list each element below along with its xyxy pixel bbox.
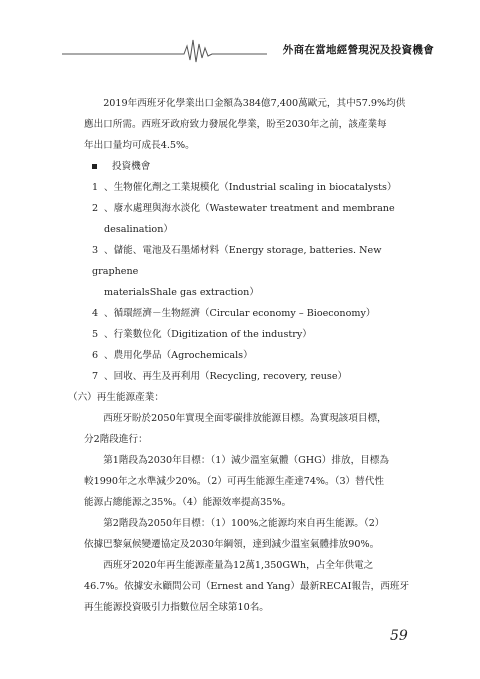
bullet-label: 投資機會 xyxy=(112,161,151,172)
paragraph-line: 較1990年之水準減少20%。（2）可再生能源生產達74%。（3）替代性 xyxy=(84,476,384,487)
paragraph-line: 分2階段進行： xyxy=(84,434,148,445)
paragraph-line: 應出口所需。西班牙政府致力發展化學業，盼至2030年之前，該產業每 xyxy=(84,119,387,130)
paragraph-line: 第2階段為2050年目標：（1）100%之能源均來自再生能源。（2） xyxy=(103,518,385,529)
paragraph-line: 西班牙2020年再生能源產量為12萬1,350GWh，占全年供電之 xyxy=(103,560,374,571)
list-item-continuation: desalination） xyxy=(104,224,173,235)
list-item: 6 、農用化學品（Agrochemicals） xyxy=(92,350,253,361)
paragraph-line: 第1階段為2030年目標：（1）減少溫室氣體（GHG）排放，目標為 xyxy=(103,455,389,466)
paragraph-line: 能源占總能源之35%。（4）能源效率提高35%。 xyxy=(84,497,292,508)
paragraph-line: 依據巴黎氣候變遷協定及2030年綱領，達到減少溫室氣體排放90%。 xyxy=(84,539,380,550)
running-header xyxy=(62,26,434,66)
paragraph-line: 西班牙盼於2050年實現全面零碳排放能源目標。為實現該項目標， xyxy=(103,413,387,424)
page-content xyxy=(68,93,412,618)
paragraph-line: 46.7%。依據安永顧問公司（Ernest and Yang）最新RECAI報告，西班牙 xyxy=(84,581,410,592)
list-item: 5 、行業數位化（Digitization of the industry） xyxy=(92,329,312,340)
list-item: 2 、廢水處理與海水淡化（Wastewater treatment and membrane xyxy=(92,203,395,214)
paragraph-line: 再生能源投資吸引力指數位居全球第10名。 xyxy=(84,602,269,613)
list-item: 3 、儲能、電池及石墨烯材料（Energy storage, batteries. New graphene xyxy=(92,245,382,277)
section-heading: （六）再生能源產業： xyxy=(68,392,164,403)
list-item: 7 、回收、再生及再利用（Recycling, recovery, reuse） xyxy=(92,371,348,382)
paragraph-line: 年出口量均可成長4.5%。 xyxy=(84,140,195,151)
list-item: 1 、生物催化劑之工業規模化（Industrial scaling in biocatalysts） xyxy=(92,182,397,193)
paragraph-line: 2019年西班牙化學業出口金額為384億7,400萬歐元，其中57.9%均供 xyxy=(103,98,406,109)
bullet-heading xyxy=(84,156,412,177)
list-item: 4 、循環經濟－生物經濟（Circular economy – Bioeconomy） xyxy=(92,308,376,319)
page-number: 59 xyxy=(390,628,408,644)
list-item-continuation: materialsShale gas extraction） xyxy=(104,287,259,298)
square-bullet-icon xyxy=(92,164,97,169)
header-title: 外商在當地經營現況及投資機會 xyxy=(282,44,434,56)
